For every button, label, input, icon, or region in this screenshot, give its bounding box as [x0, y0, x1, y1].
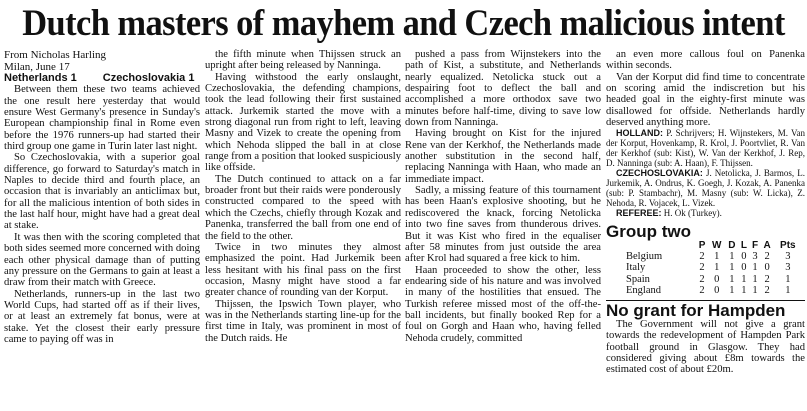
stat-cell: 3 [785, 251, 791, 263]
paragraph: Netherlands, runners-up in the last two World Cups, had started off as if their lives, or at least an extremely fat bonus, were at stake. Yet the closest their early pressure came to paying off was in [4, 288, 200, 345]
team-cell: Spain [626, 273, 650, 285]
group-table [606, 240, 802, 297]
stat-cell: 0 [714, 285, 720, 297]
lineup-czech-label: CZECHOSLOVAKIA: [616, 168, 703, 179]
paragraph: the fifth minute when Thijssen struck an upright after being released by Nanninga. [205, 49, 401, 72]
table-row [606, 274, 802, 285]
table-row [606, 251, 802, 262]
header-cell: F [751, 239, 759, 251]
team-cell: Italy [626, 262, 646, 274]
stat-cell: 2 [699, 285, 705, 297]
paragraph: pushed a pass from Wijnstekers into the path of Kist, a substitute, and Netherlands nearly equalized. Netolicka stuck out a despairing foot to deflect the ball and accomplished a more orthodox save two minutes before half-time, diving to save low down from Nanninga. [405, 49, 601, 129]
stat-cell: 0 [764, 262, 770, 274]
stat-cell: 0 [741, 251, 747, 263]
stat-cell: 1 [752, 273, 758, 285]
column-4 [606, 49, 805, 411]
stat-cell: 2 [764, 285, 770, 297]
column-1 [4, 49, 200, 411]
paragraph: So Czechoslovakia, with a superior goal difference, go forward to Saturday's match in Naples to decide third and fourth place, an occasion that is invariably an anticlimax but, for all the malicious intention of both sides in the last half hour, might have had a great deal at stake. [4, 152, 200, 232]
lineup-czech [606, 168, 805, 208]
referee-line [606, 208, 805, 218]
stat-cell: 1 [714, 251, 720, 263]
table-row [606, 285, 802, 296]
paragraph: Sadly, a missing feature of this tournament has been Haan's explosive shooting, but he rediscovered the knack, forcing Netolicka into two fine saves from thunderous drives. But it was Kist who fired in the equaliser after 58 minutes from just outside the area after Krol had squared a free kick to him. [405, 185, 601, 265]
table-row [606, 262, 802, 273]
stat-cell: 1 [729, 262, 735, 274]
stat-cell: 0 [741, 262, 747, 274]
paragraph: Between them these two teams achieved the one result here yesterday that would ensure West Germany's presence in Sunday's European championship final in Rome even before the 1976 runners-up had started their third group one game in Turin later last night. [4, 84, 200, 153]
stat-cell: 1 [785, 285, 791, 297]
group-table-header [606, 240, 802, 251]
headline: Dutch masters of mayhem and Czech malicious intent [22, 2, 785, 44]
lineup-holland-players: P. Schrijvers; H. Wijnstekers, M. Van der Korput, Hovenkamp, R. Krol, J. Poortvliet, R. Van der Kerkhof (sub: Kist), W. Van der Kerkhof, J. Rep, D. Nanninga (sub: A. Haan), F. Thijssen. [606, 128, 805, 169]
paragraph: Haan proceeded to show the other, less endearing side of his nature and was involved in many of the hostilities that ensued. The Turkish referee missed most of the off-the-ball incidents, but finally booked Rep for a foul on Gorgh and Haan who, having felled Nehoda crudely, committed [405, 264, 601, 344]
score-home: Netherlands 1 [4, 72, 77, 84]
stat-cell: 1 [785, 273, 791, 285]
group-table-title: Group two [606, 222, 691, 242]
score-away: Czechoslovakia 1 [102, 72, 195, 84]
paragraph: It was then with the scoring completed that both sides seemed more concerned with doing each other physical damage than of putting any pressure on the Germans to gain at least a draw from their match with Greece. [4, 231, 200, 289]
stat-cell: 2 [699, 251, 705, 263]
referee-label: REFEREE: [616, 208, 662, 219]
paragraph: Thijssen, the Ipswich Town player, who was in the Netherlands starting line-up for the first time in Italy, was prominent in most of the Dutch raids. He [205, 298, 401, 344]
lineup-holland-label: HOLLAND: [616, 128, 663, 139]
paragraph: Having brought on Kist for the injured Rene van der Kerkhof, the Netherlands made another substitution in the second half, replacing Nanninga with Haan, who made an immediate impact. [405, 128, 601, 185]
column-3 [405, 49, 601, 411]
header-cell: P [698, 239, 706, 251]
paragraph: an even more callous foul on Panenka within seconds. [606, 49, 805, 72]
team-cell: Belgium [626, 251, 663, 263]
stat-cell: 3 [785, 262, 791, 274]
stat-cell: 1 [729, 285, 735, 297]
referee-name: H. Ok (Turkey). [663, 208, 722, 219]
paragraph: Having withstood the early onslaught, Czechoslovakia, the defending champions, took the lead following their first sustained attack. Jurkemik started the move with a strong diagonal run from right to left, leaving Masny and Vizek to create the opening from which Nehoda slipped the ball in at close range from a position that looked suspiciously like offside. [205, 71, 401, 174]
stat-cell: 2 [699, 262, 705, 274]
header-cell: A [763, 239, 771, 251]
stat-cell: 0 [714, 273, 720, 285]
stat-cell: 1 [741, 273, 747, 285]
paragraph: Van der Korput did find time to concentrate on scoring amid the indiscretion but his headed goal in the eighty-first minute was disallowed for offside. Netherlands hardly deserved anything more. [606, 71, 805, 129]
stat-cell: 2 [764, 251, 770, 263]
stat-cell: 2 [699, 273, 705, 285]
header-cell: W [711, 239, 722, 251]
stat-cell: 3 [752, 251, 758, 263]
paragraph: The Government will not give a grant towards the redevelopment of Hampden Park football ground in Glasgow. They had considered giving about £8m towards the estimated cost of about £20m. [606, 318, 805, 376]
paragraph: Twice in two minutes they almost emphasized the point. Had Jurkemik been less hesitant with his final pass on the first occasion, Masny might have stood a far greater chance of rounding van der Korput. [205, 241, 401, 299]
lineup-czech-players: J. Netolicka, J. Barmos, L. Jurkemik, A. Ondrus, K. Goegh, J. Kozak, A. Panenka (sub: P. Stambachr), M. Masny (sub: W. Licka), Z. Nehoda, R. Vojacek, L. Vizek. [606, 168, 805, 209]
stat-cell: 1 [714, 262, 720, 274]
scoreline [4, 73, 200, 84]
team-cell: England [626, 285, 661, 297]
column-2 [205, 49, 401, 411]
paragraph: The Dutch continued to attack on a far broader front but their raids were ponderously constructed compared to the speed with which the Czechs, chiefly through Kozak and Panenka, transferred the ball from one end of the field to the other. [205, 173, 401, 242]
hampden-story [606, 319, 805, 376]
byline-dateline: Milan, June 17 [4, 61, 70, 73]
stat-cell: 1 [741, 285, 747, 297]
stat-cell: 2 [764, 273, 770, 285]
hampden-title: No grant for Hampden [606, 301, 786, 321]
stat-cell: 1 [752, 262, 758, 274]
header-cell: Pts [780, 239, 796, 251]
lineup-holland [606, 128, 805, 168]
header-cell: L [740, 239, 747, 251]
header-cell [606, 240, 696, 251]
stat-cell: 1 [729, 273, 735, 285]
stat-cell: 1 [752, 285, 758, 297]
header-cell: D [728, 239, 736, 251]
stat-cell: 1 [729, 251, 735, 263]
byline-author: From Nicholas Harling [4, 49, 107, 61]
